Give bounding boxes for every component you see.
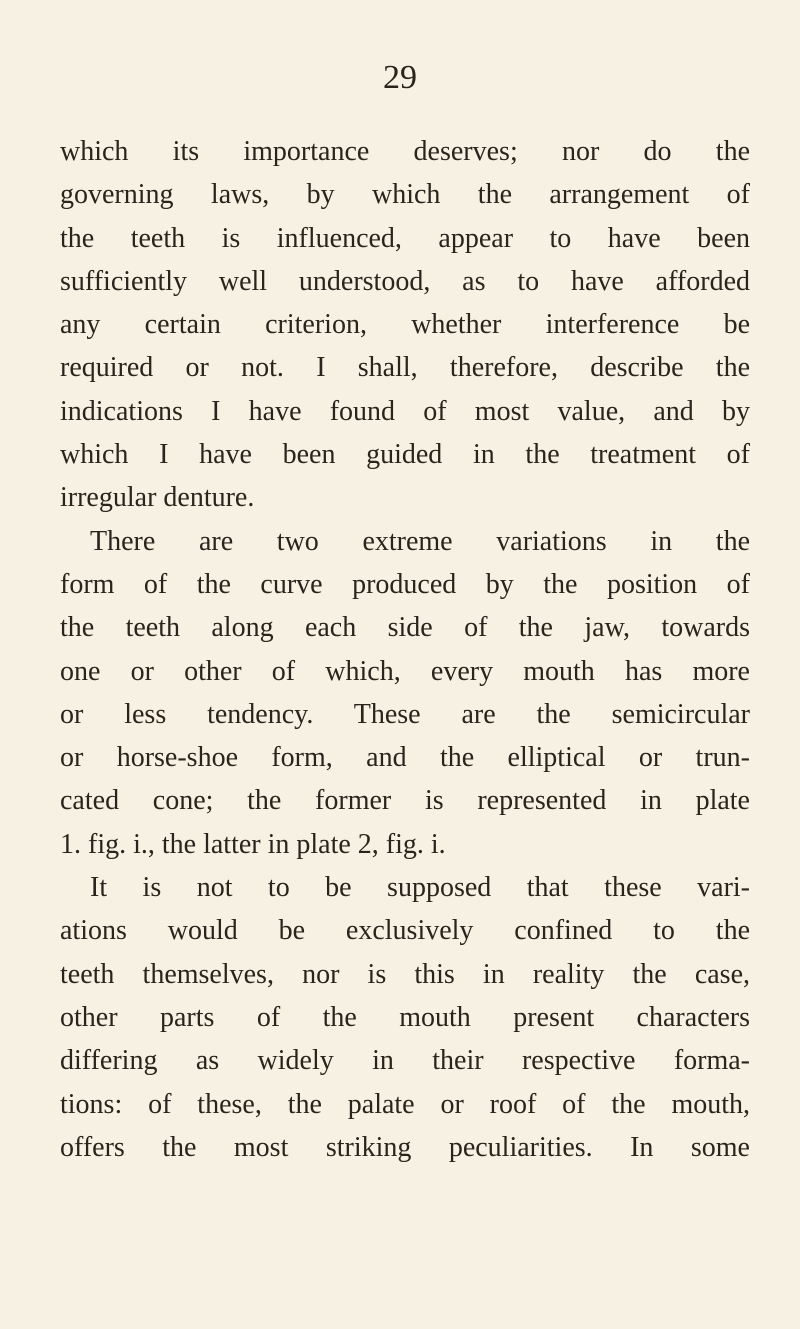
text-line: one or other of which, every mouth has more: [60, 655, 750, 687]
text-line: teeth themselves, nor is this in reality the case,: [60, 958, 750, 990]
text-line: sufficiently well understood, as to have afforded: [60, 265, 750, 297]
text-line: which its importance deserves; nor do the: [60, 136, 750, 167]
text-line: 1. fig. i., the latter in plate 2, fig. i.: [60, 828, 446, 860]
text-line: It is not to be supposed that these vari-: [90, 872, 750, 904]
body-text: [60, 130, 750, 1169]
text-line: differing as widely in their respective forma-: [60, 1045, 750, 1077]
text-line: tions: of these, the palate or roof of the mouth,: [60, 1088, 750, 1120]
text-line: ations would be exclusively confined to the: [60, 915, 750, 947]
text-line: any certain criterion, whether interference be: [60, 309, 750, 341]
text-line: or horse-shoe form, and the elliptical or trun-: [60, 742, 750, 774]
text-line: There are two extreme variations in the: [90, 525, 750, 557]
text-line: which I have been guided in the treatment of: [60, 439, 750, 471]
text-line: the teeth along each side of the jaw, towards: [60, 612, 750, 644]
text-line: governing laws, by which the arrangement of: [60, 179, 750, 211]
text-line: cated cone; the former is represented in plate: [60, 785, 750, 817]
text-line: the teeth is influenced, appear to have been: [60, 222, 750, 254]
text-line: irregular denture.: [60, 482, 255, 514]
text-line: indications I have found of most value, and by: [60, 395, 750, 427]
text-line: offers the most striking peculiarities. In some: [60, 1131, 750, 1163]
text-line: or less tendency. These are the semicircular: [60, 698, 750, 730]
page-number: 29: [383, 59, 417, 96]
text-line: required or not. I shall, therefore, describe the: [60, 352, 750, 384]
text-line: other parts of the mouth present characters: [60, 1001, 750, 1033]
text-line: form of the curve produced by the position of: [60, 568, 750, 600]
